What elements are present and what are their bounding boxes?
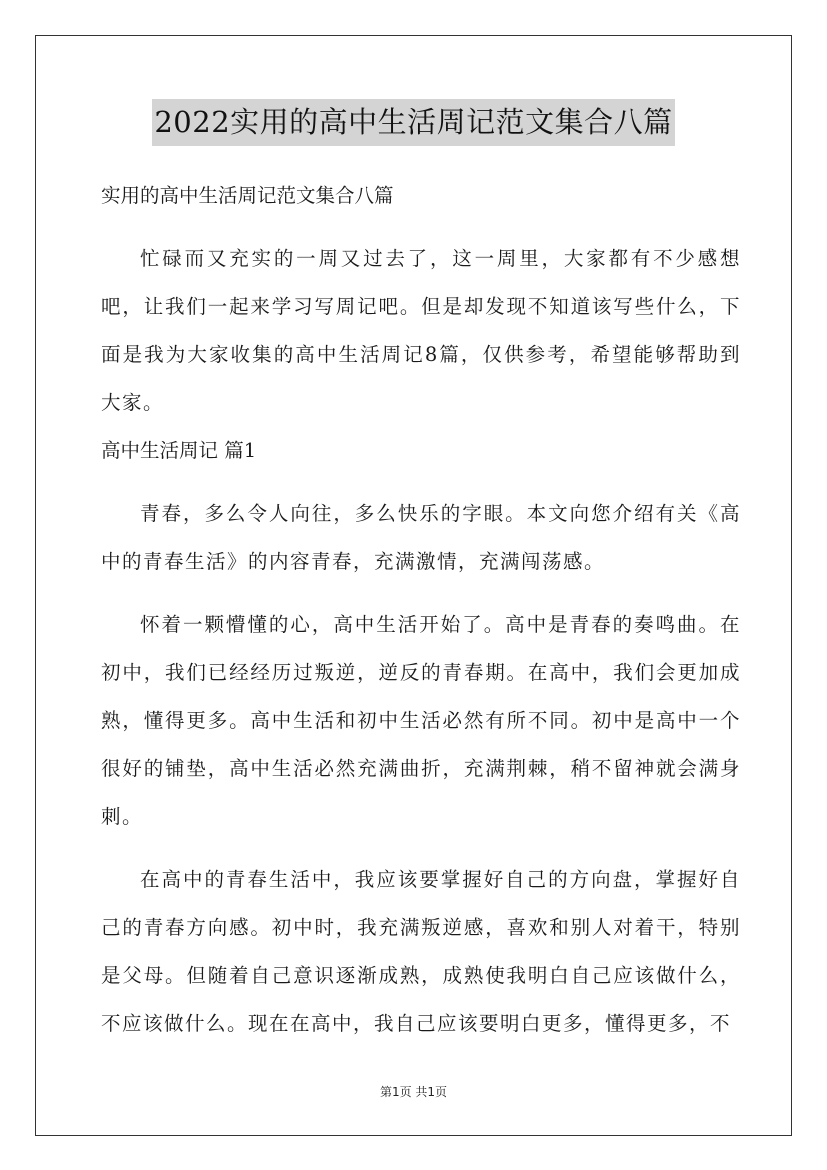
document-title-wrapper	[0, 99, 827, 146]
body-paragraph-1: 青春，多么令人向往，多么快乐的字眼。本文向您介绍有关《高中的青春生活》的内容青春，充满激情，充满闯荡感。	[101, 502, 741, 573]
document-body	[101, 172, 741, 1048]
body-paragraph-3: 在高中的青春生活中，我应该要掌握好自己的方向盘，掌握好自己的青春方向感。初中时，我充满叛逆感，喜欢和别人对着干，特别是父母。但随着自己意识逐渐成熟，成熟使我明白自己应该做什么，不应该做什么。现在在高中，我自己应该要明白更多，懂得更多，不	[101, 868, 741, 1035]
document-title: 2022实用的高中生活周记范文集合八篇	[152, 99, 674, 146]
section-heading: 高中生活周记 篇1	[101, 439, 257, 462]
document-subtitle: 实用的高中生活周记范文集合八篇	[101, 184, 394, 207]
body-paragraph-2: 怀着一颗懵懂的心，高中生活开始了。高中是青春的奏鸣曲。在初中，我们已经经历过叛逆，逆反的青春期。在高中，我们会更加成熟，懂得更多。高中生活和初中生活必然有所不同。初中是高中一个很好的铺垫，高中生活必然充满曲折，充满荆棘，稍不留神就会满身刺。	[101, 613, 741, 828]
intro-paragraph: 忙碌而又充实的一周又过去了，这一周里，大家都有不少感想吧，让我们一起来学习写周记吧。但是却发现不知道该写些什么，下面是我为大家收集的高中生活周记8篇，仅供参考，希望能够帮助到大家。	[101, 247, 741, 414]
page-footer: 第1页 共1页	[379, 1085, 448, 1099]
